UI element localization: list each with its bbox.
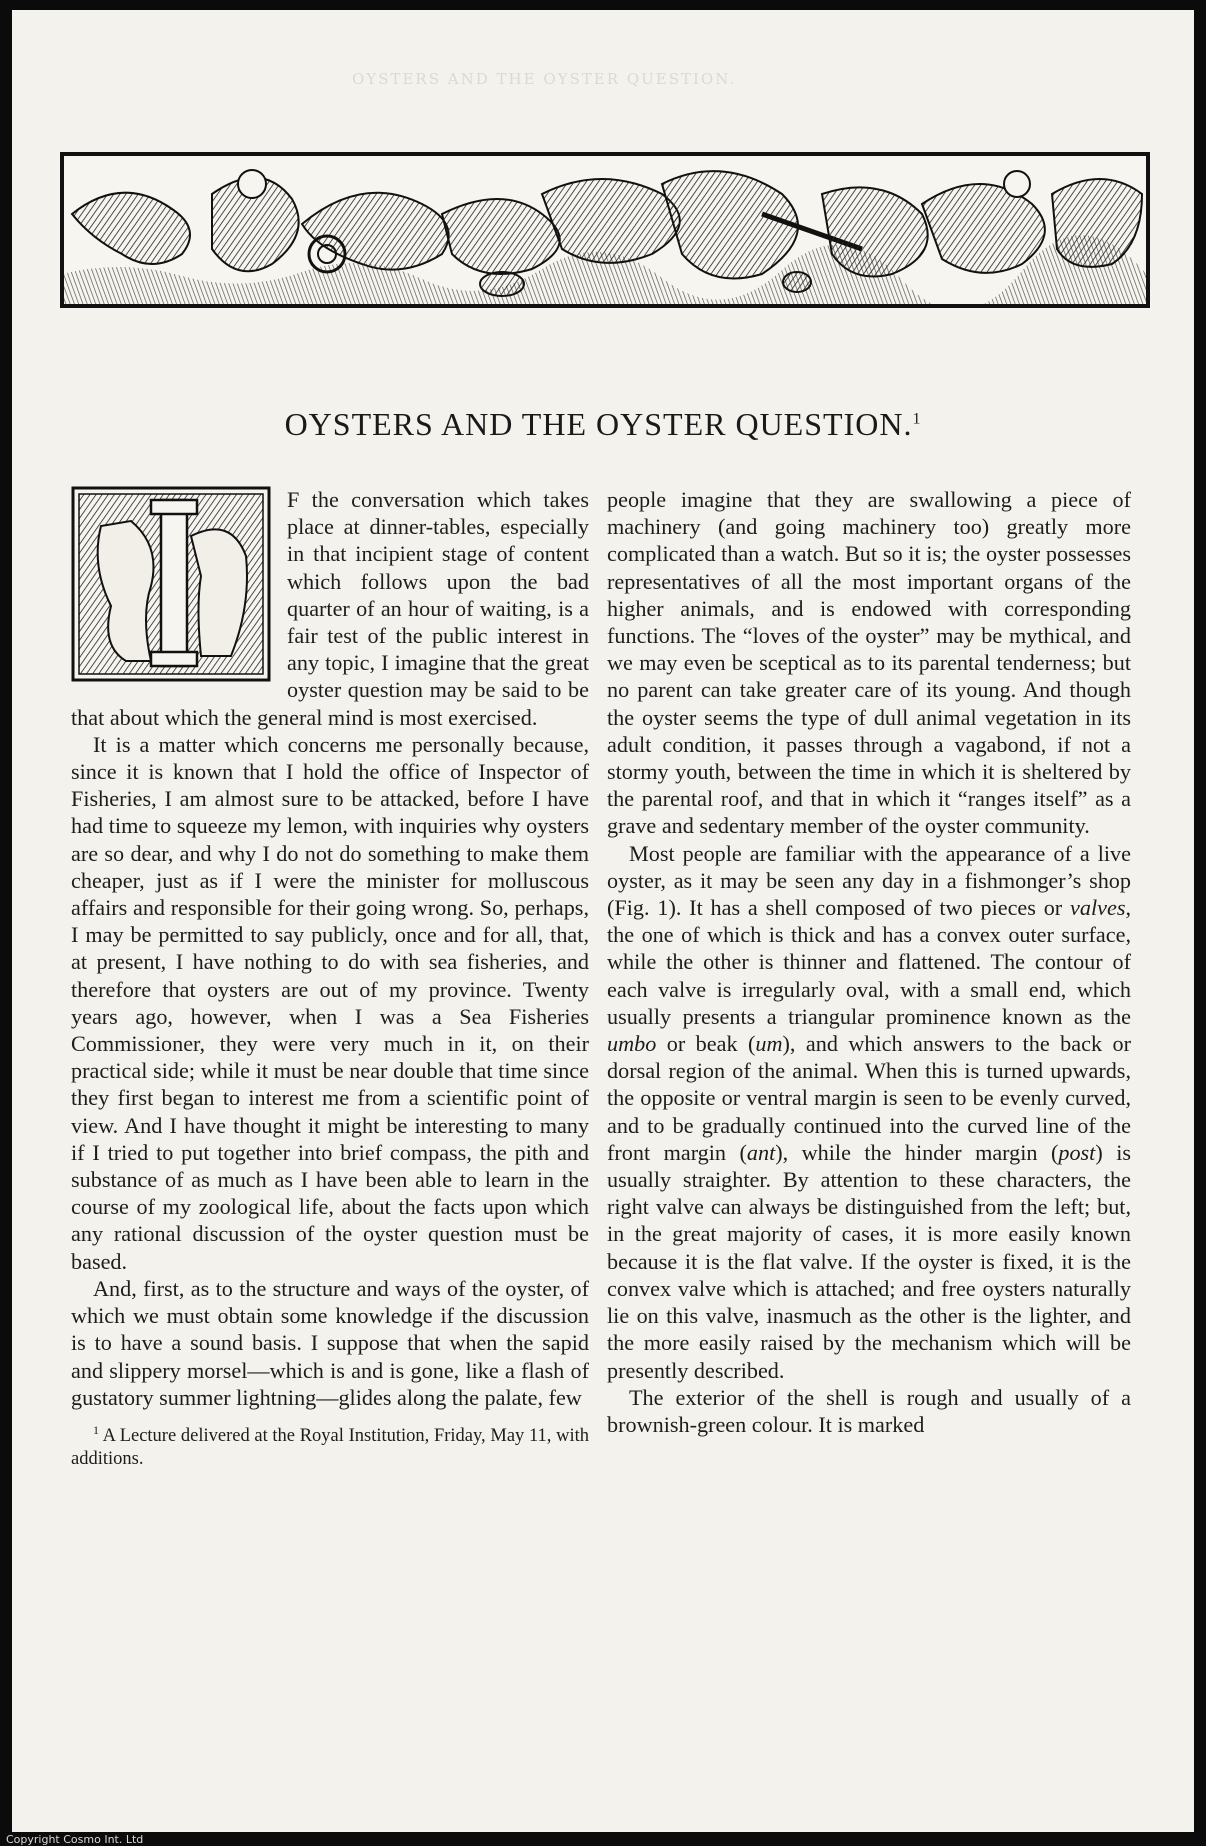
page [12, 10, 1194, 1832]
paragraph [607, 840, 1131, 1384]
drop-cap-illustration [71, 486, 279, 686]
paragraph: F the conversation which takes place at dinner-tables, especially in that incipient stage of content which follows upon the bad quarter of an hour of waiting, is a fair test of the public interest in any topic, I imagine that the great oyster question may be said to be that about which the general mind is most exercised. [71, 487, 589, 730]
ornamental-initial-i-icon [71, 486, 271, 682]
text-run: ), and which answers to the back or dorsal region of the animal. When this is turned upwards, the opposite or ventral margin is seen to be evenly curved, and to be gradually continued into the curved line of the front margin ( [607, 1031, 1131, 1165]
article-title [12, 406, 1194, 443]
title-footnote-marker: 1 [912, 410, 922, 428]
footnote [71, 1419, 589, 1471]
term-post: post [1058, 1139, 1096, 1165]
column-right [607, 486, 1131, 1438]
text-run: Most people are familiar with the appearance of a live oyster, as it may be seen any day in a fishmonger’s shop (Fig. 1). It has a shell composed of two pieces or [607, 840, 1131, 921]
sea-creatures-frieze-icon [62, 154, 1148, 306]
footnote-text: A Lecture delivered at the Royal Institution, Friday, May 11, with additions. [71, 1426, 589, 1470]
paragraph: And, first, as to the structure and ways of the oyster, of which we must obtain some knowledge if the discussion is to have a sound basis. I suppose that when the sapid and slippery morsel—which is and is gone, like a flash of gustatory summer lightning—glides along the palate, few [71, 1275, 589, 1410]
column-left [71, 486, 589, 1471]
decorative-banner [60, 152, 1150, 308]
term-umbo: umbo [607, 1031, 657, 1057]
copyright-credit: Copyright Cosmo Int. Ltd [6, 1833, 144, 1846]
article-title-text: OYSTERS AND THE OYSTER QUESTION. [284, 406, 913, 442]
text-run: or beak ( [656, 1031, 756, 1057]
text-run: , the one of which is thick and has a convex outer surface, while the other is thinner and flattened. The contour of each valve is irregularly oval, with a small end, which usually presents a triangular prominence known as the [607, 895, 1131, 1029]
term-um: um [755, 1031, 783, 1057]
paragraph: The exterior of the shell is rough and usually of a brownish-green colour. It is marked [607, 1384, 1131, 1437]
bleed-through-header: OYSTERS AND THE OYSTER QUESTION. [352, 70, 737, 88]
text-run: ) is usually straighter. By attention to these characters, the right valve can always be distinguished from the left; but, in the great majority of cases, it is more easily known because it is the flat valve. If the oyster is fixed, it is the convex valve which is attached; and free oysters naturally lie on this valve, inasmuch as the other is the lighter, and the more easily raised by the mechanism which will be presently described. [607, 1139, 1131, 1383]
paragraph: It is a matter which concerns me personally because, since it is known that I hold the office of Inspector of Fisheries, I am almost sure to be attacked, before I have had time to squeeze my lemon, with inquiries why oysters are so dear, and why I do not do something to make them cheaper, just as if I were the minister for molluscous affairs and responsible for their going wrong. So, perhaps, I may be permitted to say publicly, once and for all, that, at present, I have nothing to do with sea fisheries, and therefore that oysters are out of my province. Twenty years ago, however, when I was a Sea Fisheries Commissioner, they were very much in it, on their practical side; while it must be near double that time since they first began to interest me from a scientific point of view. And I have thought it might be interesting to many if I tried to put together into brief compass, the pith and substance of as much as I have been able to learn in the course of my zoological life, about the facts upon which any rational discussion of the oyster question must be based. [71, 731, 589, 1274]
paragraph: people imagine that they are swallowing a piece of machinery (and going machinery too) greatly more complicated than a watch. But so it is; the oyster possesses representatives of all the most important organs of the higher animals, and is endowed with corresponding functions. The “loves of the oyster” may be mythical, and we may even be sceptical as to its parental tenderness; but no parent can take greater care of its young. And though the oyster seems the type of dull animal vegetation in its adult condition, it passes through a vagabond, if not a stormy youth, between the time in which it is sheltered by the parental roof, and that in which it “ranges itself” as a grave and sedentary member of the oyster community. [607, 487, 1131, 839]
text-run: ), while the hinder margin ( [775, 1139, 1059, 1165]
footnote-marker: 1 [93, 1422, 99, 1437]
term-ant: ant [746, 1139, 776, 1165]
term-valves: valves [1070, 895, 1126, 921]
